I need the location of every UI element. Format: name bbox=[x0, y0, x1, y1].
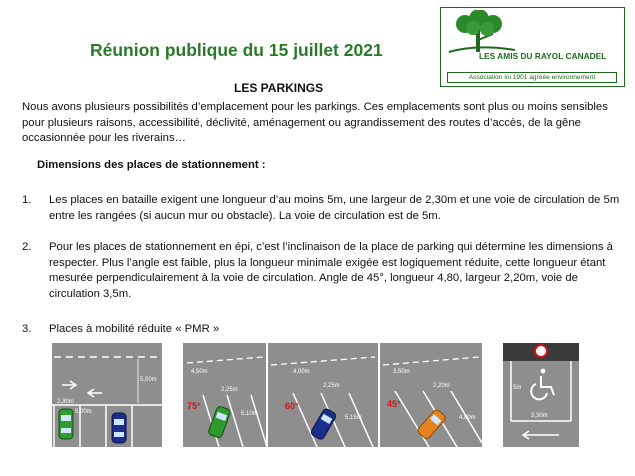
epi-length-1: 5,10m bbox=[241, 411, 258, 417]
bataille-lane-label: 5,00m bbox=[140, 377, 157, 383]
epi-width-3: 2,20m bbox=[433, 383, 450, 389]
bataille-width-label: 2,30m bbox=[57, 399, 74, 405]
item-text: Les places en bataille exigent une longueur d’au moins 5m, une largeur de 2,30m et une voie de circulation de 5m entre les rangées (si aucun mur ou obstacle). La voie de circulation est de 5m. bbox=[49, 194, 620, 222]
epi-angle-3: 45° bbox=[387, 399, 401, 409]
item-number: 1. bbox=[22, 194, 32, 206]
logo-association: Association loi 1901 agréée environnement bbox=[447, 72, 617, 83]
item-number: 2. bbox=[22, 241, 32, 253]
logo-name: LES AMIS DU RAYOL CANADEL bbox=[479, 52, 607, 61]
epi-length-2: 5,15m bbox=[345, 415, 362, 421]
epi-lane-2: 4,00m bbox=[293, 369, 310, 375]
epi-lane-3: 3,50m bbox=[393, 369, 410, 375]
pmr-width-label: 3,30m bbox=[531, 413, 548, 419]
epi-length-3: 4,80m bbox=[459, 415, 476, 421]
tree-icon bbox=[447, 10, 517, 54]
diagram-pmr bbox=[503, 343, 579, 447]
item-text: Places à mobilité réduite « PMR » bbox=[49, 323, 220, 335]
diagram-epi bbox=[183, 343, 482, 447]
blue-car-icon bbox=[112, 413, 126, 443]
epi-lane-1: 4,50m bbox=[191, 369, 208, 375]
item-text: Pour les places de stationnement en épi, c’est l’inclinaison de la place de parking qui détermine les dimensions à respecter. Plus l’angle est faible, plus la longueur minimale exigée est logiquement réduite, cette longueur étant mesurée perpendiculairement à la voie de circulation. Angle de 45°, longueur 4,80, largeur 2,20m, voie de circulation 3,5m. bbox=[49, 241, 613, 300]
epi-width-1: 2,25m bbox=[221, 387, 238, 393]
diagram-bataille bbox=[52, 343, 162, 447]
no-parking-sign-icon bbox=[535, 345, 547, 357]
item-number: 3. bbox=[22, 323, 32, 335]
intro-paragraph: Nous avons plusieurs possibilités d’emplacement pour les parkings. Ces emplacements sont plus ou moins sensibles pour plusieurs raisons, accessibilité, déclivité, aménagement ou agrandissement des routes d’accès, de la gêne occasionnée pour les riverains… bbox=[22, 101, 608, 145]
bataille-length-label: 5,00m bbox=[75, 409, 92, 415]
epi-angle-1: 75° bbox=[187, 401, 201, 411]
section-heading: LES PARKINGS bbox=[234, 81, 324, 95]
green-car-icon bbox=[59, 409, 73, 439]
association-logo bbox=[440, 7, 625, 87]
epi-width-2: 2,25m bbox=[323, 383, 340, 389]
dimensions-heading: Dimensions des places de stationnement : bbox=[37, 159, 266, 171]
pmr-length-label: 5m bbox=[513, 385, 522, 391]
epi-angle-2: 60° bbox=[285, 401, 299, 411]
page-title: Réunion publique du 15 juillet 2021 bbox=[90, 40, 383, 60]
